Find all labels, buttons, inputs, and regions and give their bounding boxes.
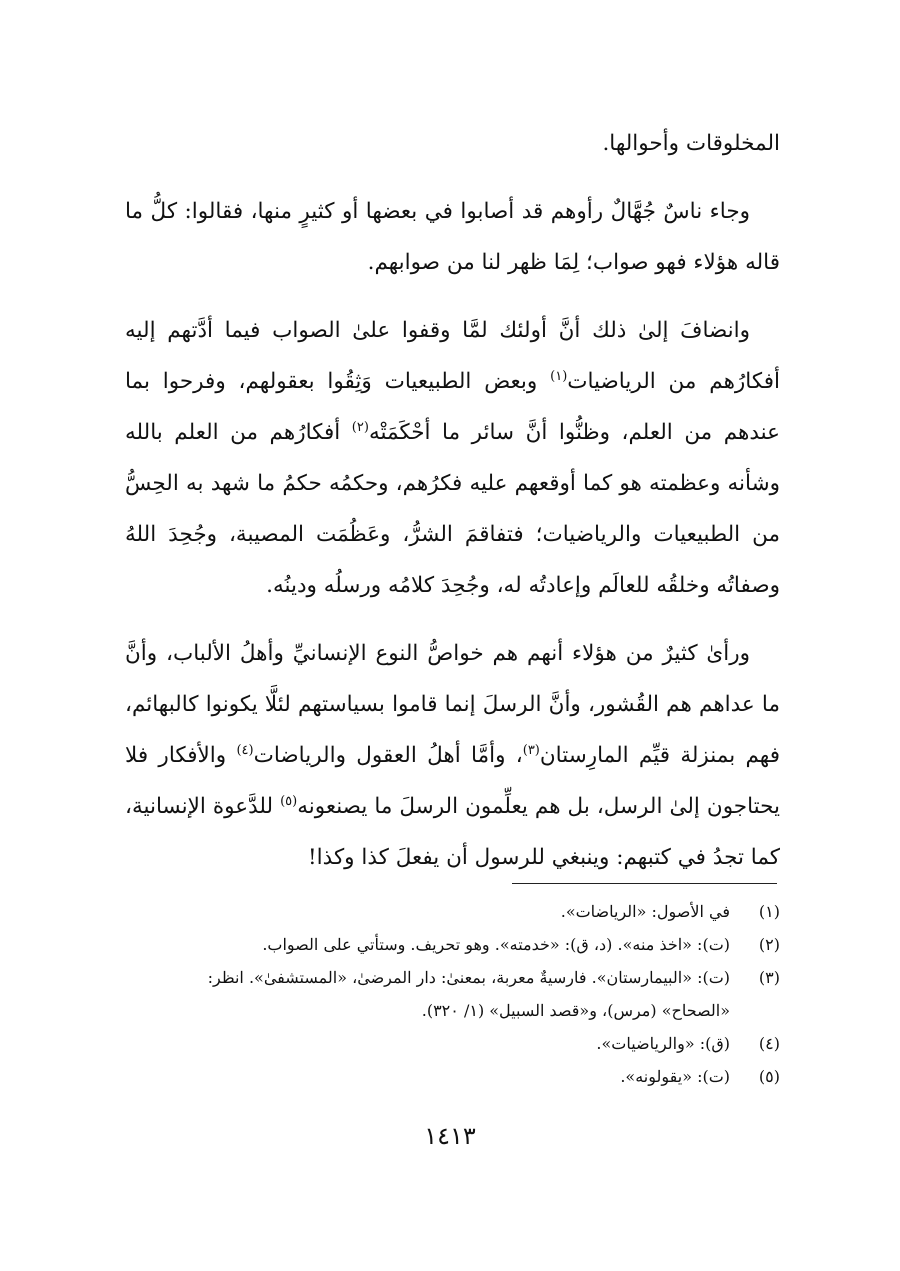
footnote-number: (١) [758, 902, 780, 921]
paragraph-4-part-a: ورأىٰ كثيرٌ من هؤلاء أنهم هم خواصُّ النوع الإنسانيِّ وأهلُ الألباب، وأنَّ ما عداهم هم القُشور، وأنَّ الرسلَ إنما قاموا بسياستهم لئلَّا يكونوا كالبهائم، فهم بمنزلة قيِّم المارِستان [125, 641, 780, 768]
paragraph-3-part-b: وبعض الطبيعيات وَثِقُوا بعقولهم، وفرحوا بما عندهم من العلم، وظنُّوا أنَّ سائر ما أحْكَمَتْه [125, 369, 780, 445]
footnote-number: (٣) [758, 968, 780, 987]
footnote-text: (ت): «اخذ منه». (د، ق): «خدمته». وهو تحريف. وستأتي على الصواب. [262, 935, 730, 954]
footnote-ref-2[interactable]: (٢) [351, 419, 369, 435]
footnote-item [125, 928, 780, 961]
footnote-ref-4[interactable]: (٤) [236, 742, 254, 758]
paragraph-3-part-a: وانضافَ إلىٰ ذلك أنَّ أولئك لمَّا وقفوا علىٰ الصواب فيما أدَّتهم إليه أفكارُهم من الرياضيات [125, 318, 780, 394]
paragraph-3 [125, 305, 780, 611]
page-number: ١٤١٣ [424, 1122, 476, 1150]
footnote-text: (ت): «البيمارستان». فارسيةٌ معربة، بمعنىٰ: دار المرضىٰ، «المستشفىٰ». انظر: [207, 968, 730, 987]
footnote-number: (٢) [758, 935, 780, 954]
paragraph-1: المخلوقات وأحوالها. [602, 131, 780, 156]
paragraph-4-part-d: للدَّعوة الإنسانية، كما تجدُ في كتبهم: وينبغي للرسول أن يفعلَ كذا وكذا! [125, 794, 780, 870]
footnote-item [125, 1060, 780, 1093]
footnote-text: في الأصول: «الرياضات». [560, 902, 730, 921]
footnote-continuation: «الصحاح» (مرس)، و«قصد السبيل» (١/ ٣٢٠). [421, 1001, 730, 1020]
footnote-item [125, 961, 780, 994]
footnote-ref-1[interactable]: (١) [550, 368, 568, 384]
paragraph-2: وجاء ناسٌ جُهَّالٌ رأوهم قد أصابوا في بعضها أو كثيرٍ منها، فقالوا: كلُّ ما قاله هؤلاء فهو صواب؛ لِمَا ظهر لنا من صوابهم. [125, 199, 780, 275]
footnote-text: (ق): «والرياضيات». [596, 1034, 730, 1053]
paragraph-3-part-c: أفكارُهم من العلم بالله وشأنه وعظمته هو كما أوقعهم عليه فكرُهم، وحكمُه حكمُ ما شهد به الحِسُّ من الطبيعيات والرياضيات؛ فتفاقمَ الشرُّ، وعَظُمَت المصيبة، وجُحِدَ اللهُ وصفاتُه وخلقُه للعالَم وإعادتُه له، وجُحِدَ كلامُه ورسلُه ودينُه. [125, 420, 780, 598]
footnote-text: (ت): «يقولونه». [620, 1067, 730, 1086]
paragraph-4-part-c: والأفكار فلا يحتاجون إلىٰ الرسل، بل هم يعلِّمون الرسلَ ما يصنعونه [125, 743, 780, 819]
paragraph-4 [125, 628, 780, 883]
footnote-ref-5[interactable]: (٥) [280, 793, 298, 809]
footnote-number: (٤) [758, 1034, 780, 1053]
footnote-number: (٥) [758, 1067, 780, 1086]
footnote-separator [512, 883, 777, 884]
footnote-item [125, 1027, 780, 1060]
footnotes [125, 895, 780, 1093]
footnote-item [125, 895, 780, 928]
main-text [125, 118, 780, 883]
paragraph-4-part-b: ، وأمَّا أهلُ العقول والرياضات [253, 743, 523, 768]
footnote-ref-3[interactable]: (٣) [522, 742, 540, 758]
